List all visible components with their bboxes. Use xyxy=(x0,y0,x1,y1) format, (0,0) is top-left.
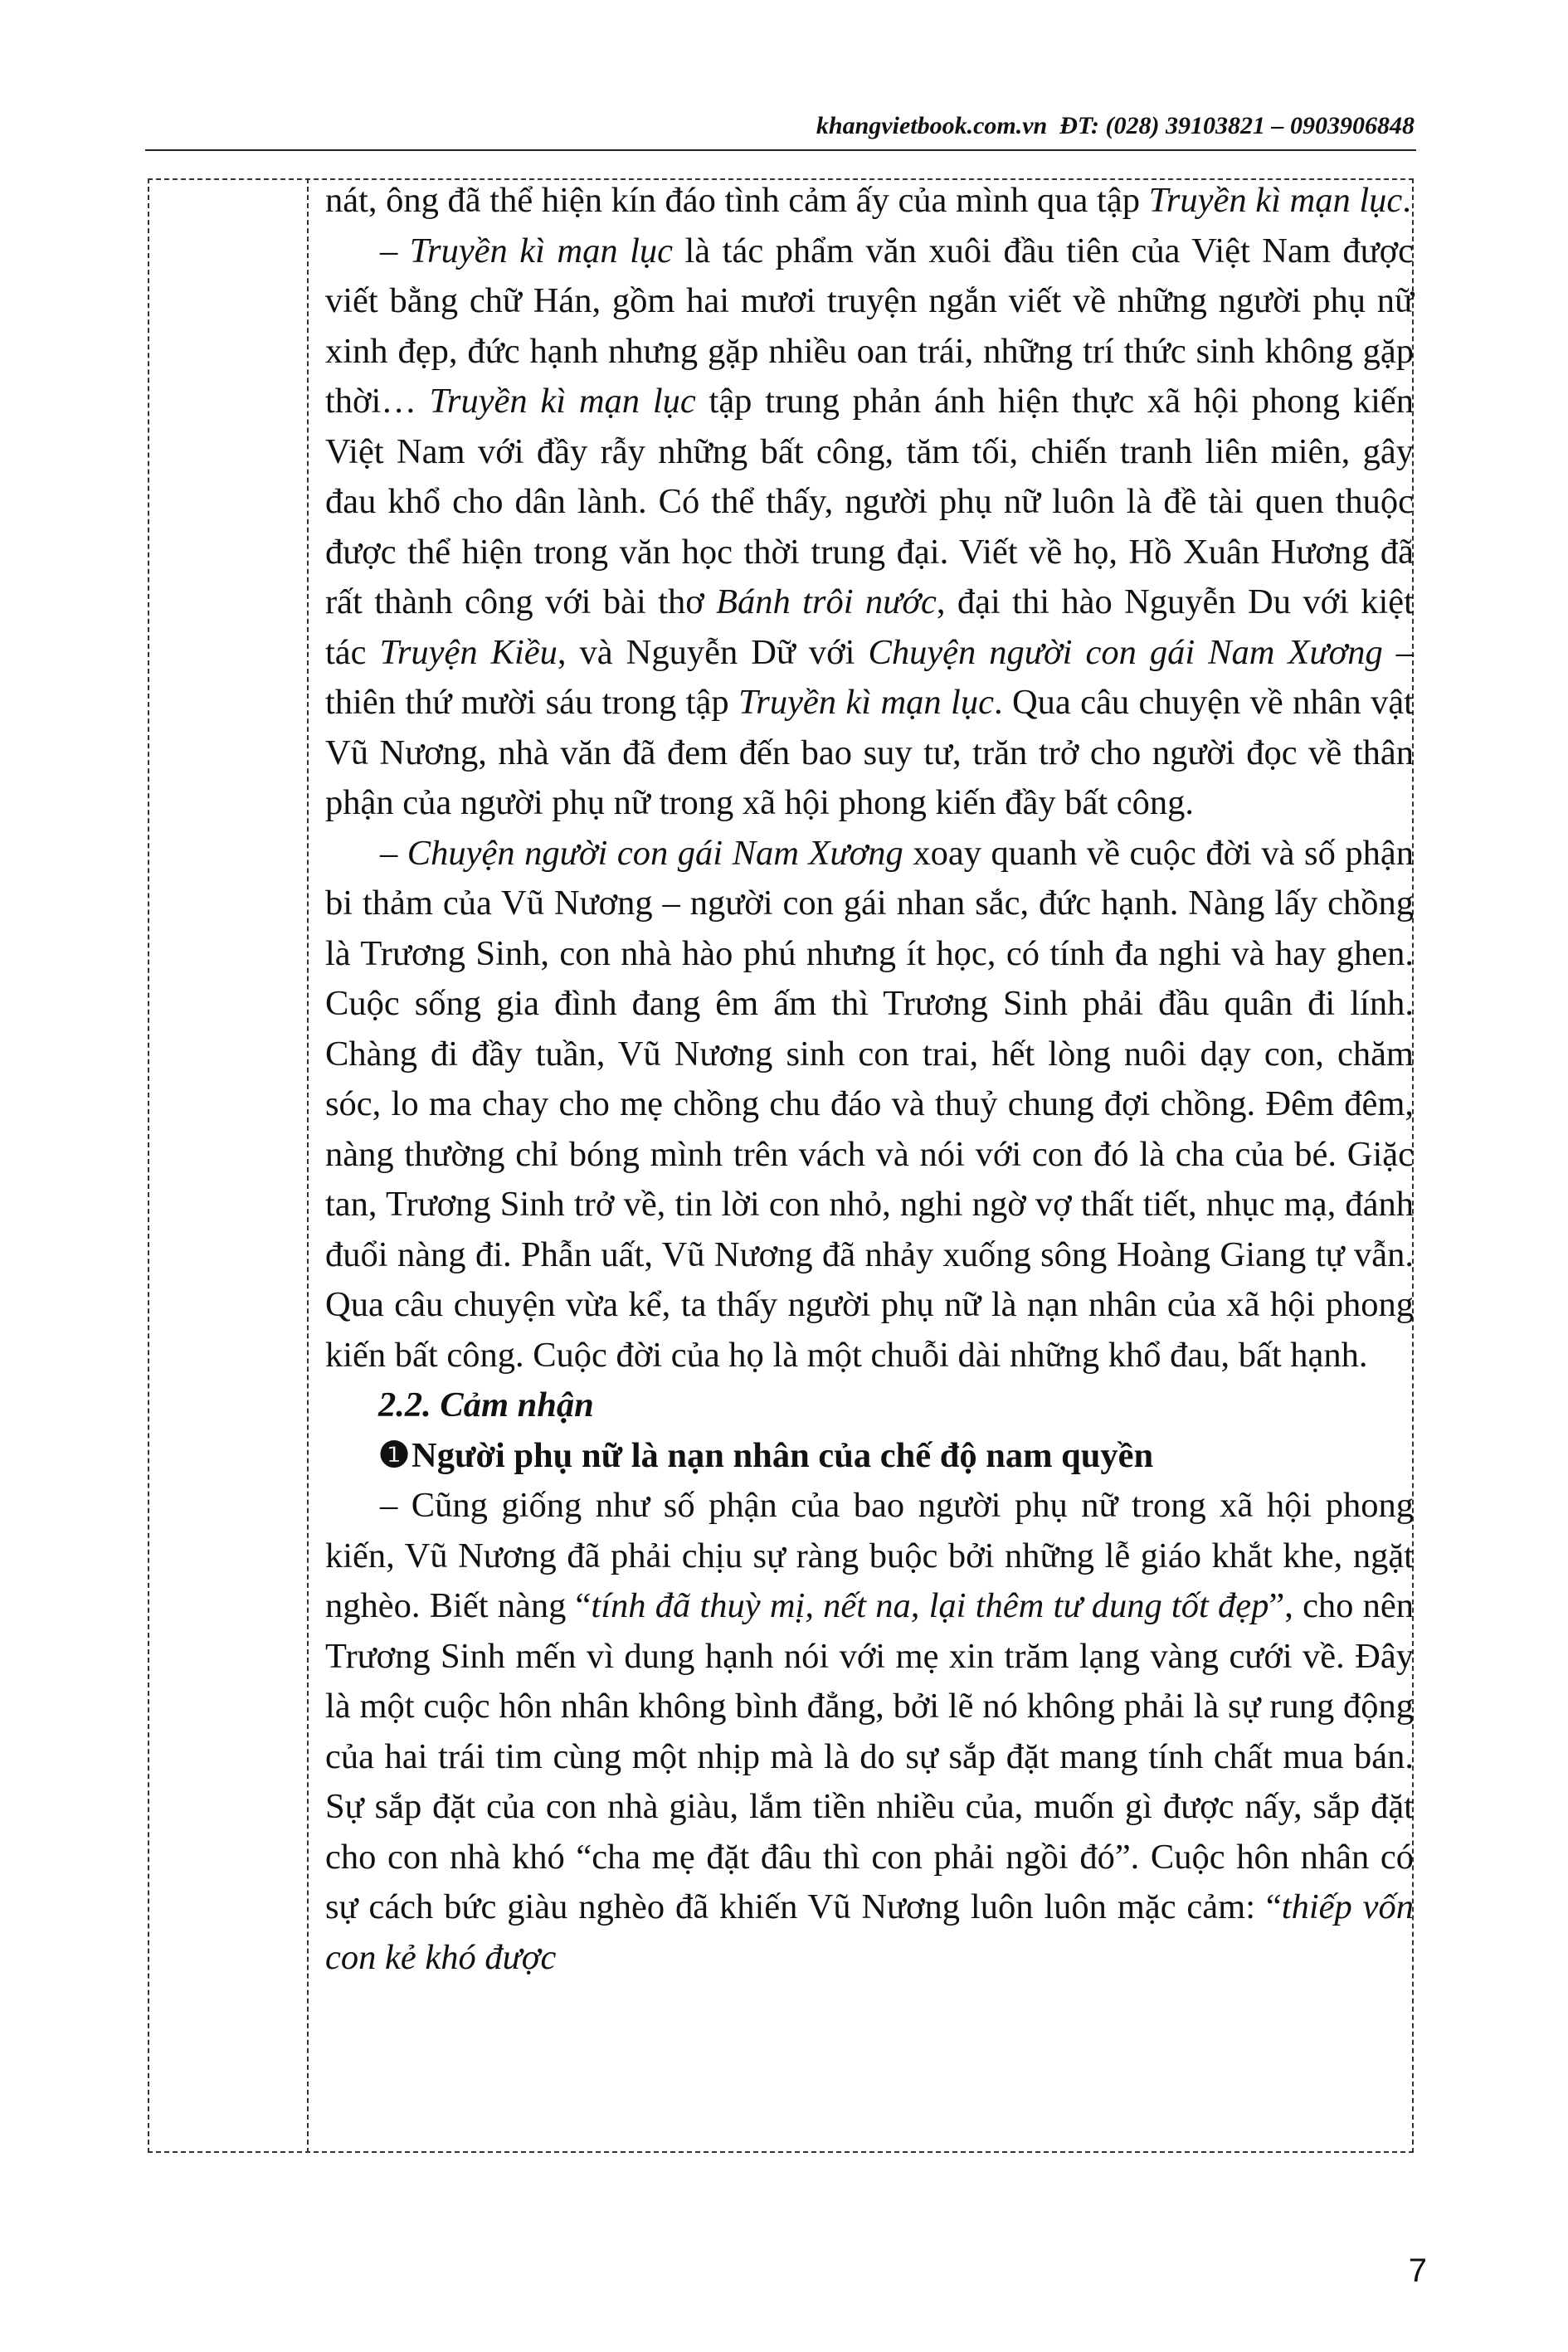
numbered-bullet-icon: ❶ xyxy=(378,1435,411,1475)
page-number: 7 xyxy=(1408,2252,1427,2289)
header-phone-label: ĐT: xyxy=(1059,112,1100,139)
paragraph-1: nát, ông đã thể hiện kín đáo tình cảm ấy của mình qua tập Truyền kì mạn lục. xyxy=(325,181,1411,220)
paragraph-3: – Chuyện người con gái Nam Xương xoay quanh về cuộc đời và số phận bi thảm của Vũ Nương – người con gái nhan sắc, đức hạnh. Nàng lấy chồng là Trương Sinh, con nhà hào phú nhưng ít học, có tính đa nghi và hay ghen. Cuộc sống gia đình đang êm ấm thì Trương Sinh phải đầu quân đi lính. Chàng đi đầy tuần, Vũ Nương sinh con trai, hết lòng nuôi dạy con, chăm sóc, lo ma chay cho mẹ chồng chu đáo và thuỷ chung đợi chồng. Đêm đêm, nàng thường chỉ bóng mình trên vách và nói với con đó là cha của bé. Giặc tan, Trương Sinh trở về, tin lời con nhỏ, nghi ngờ vợ thất tiết, nhục mạ, đánh đuổi nàng đi. Phẫn uất, Vũ Nương đã nhảy xuống sông Hoàng Giang tự vẫn. Qua câu chuyện vừa kể, ta thấy người phụ nữ là nạn nhân của xã hội phong kiến bất công. Cuộc đời của họ là một chuỗi dài những khổ đau, bất hạnh. xyxy=(325,833,1415,1375)
header-site: khangvietbook.com.vn xyxy=(816,112,1048,139)
body-text xyxy=(325,176,1414,1983)
dashed-column-divider xyxy=(307,178,309,2153)
paragraph-4: – Cũng giống như số phận của bao người phụ nữ trong xã hội phong kiến, Vũ Nương đã phải chịu sự ràng buộc bởi những lễ giáo khắt khe, ngặt nghèo. Biết nàng “tính đã thuỳ mị, nết na, lại thêm tư dung tốt đẹp”, cho nên Trương Sinh mến vì dung hạnh nói với mẹ xin trăm lạng vàng cưới về. Đây là một cuộc hôn nhân không bình đẳng, bởi lẽ nó không phải là sự rung động của hai trái tim cùng một nhịp mà là do sự sắp đặt mang tính chất mua bán. Sự sắp đặt của con nhà giàu, lắm tiền nhiều của, muốn gì được nấy, sắp đặt cho con nhà khó “cha mẹ đặt đâu thì con phải ngồi đó”. Cuộc hôn nhân có sự cách bức giàu nghèo đã khiến Vũ Nương luôn luôn mặc cảm: “thiếp vốn con kẻ khó được xyxy=(325,1486,1415,1977)
page-header xyxy=(145,110,1415,143)
header-phone: (028) 39103821 – 0903906848 xyxy=(1105,112,1415,139)
header-rule xyxy=(145,149,1416,151)
section-heading: 2.2. Cảm nhận xyxy=(378,1385,594,1424)
sub-heading: ❶Người phụ nữ là nạn nhân của chế độ nam quyền xyxy=(325,1431,1414,1482)
paragraph-2: – Truyền kì mạn lục là tác phẩm văn xuôi đầu tiên của Việt Nam được viết bằng chữ Hán, gồm hai mươi truyện ngắn viết về những người phụ nữ xinh đẹp, đức hạnh nhưng gặp nhiều oan trái, những trí thức sinh không gặp thời… Truyền kì mạn lục tập trung phản ánh hiện thực xã hội phong kiến Việt Nam với đầy rẫy những bất công, tăm tối, chiến tranh liên miên, gây đau khổ cho dân lành. Có thể thấy, người phụ nữ luôn là đề tài quen thuộc được thể hiện trong văn học thời trung đại. Viết về họ, Hồ Xuân Hương đã rất thành công với bài thơ Bánh trôi nước, đại thi hào Nguyễn Du với kiệt tác Truyện Kiều, và Nguyễn Dữ với Chuyện người con gái Nam Xương – thiên thứ mười sáu trong tập Truyền kì mạn lục. Qua câu chuyện về nhân vật Vũ Nương, nhà văn đã đem đến bao suy tư, trăn trở cho người đọc về thân phận của người phụ nữ trong xã hội phong kiến đầy bất công. xyxy=(325,231,1415,822)
